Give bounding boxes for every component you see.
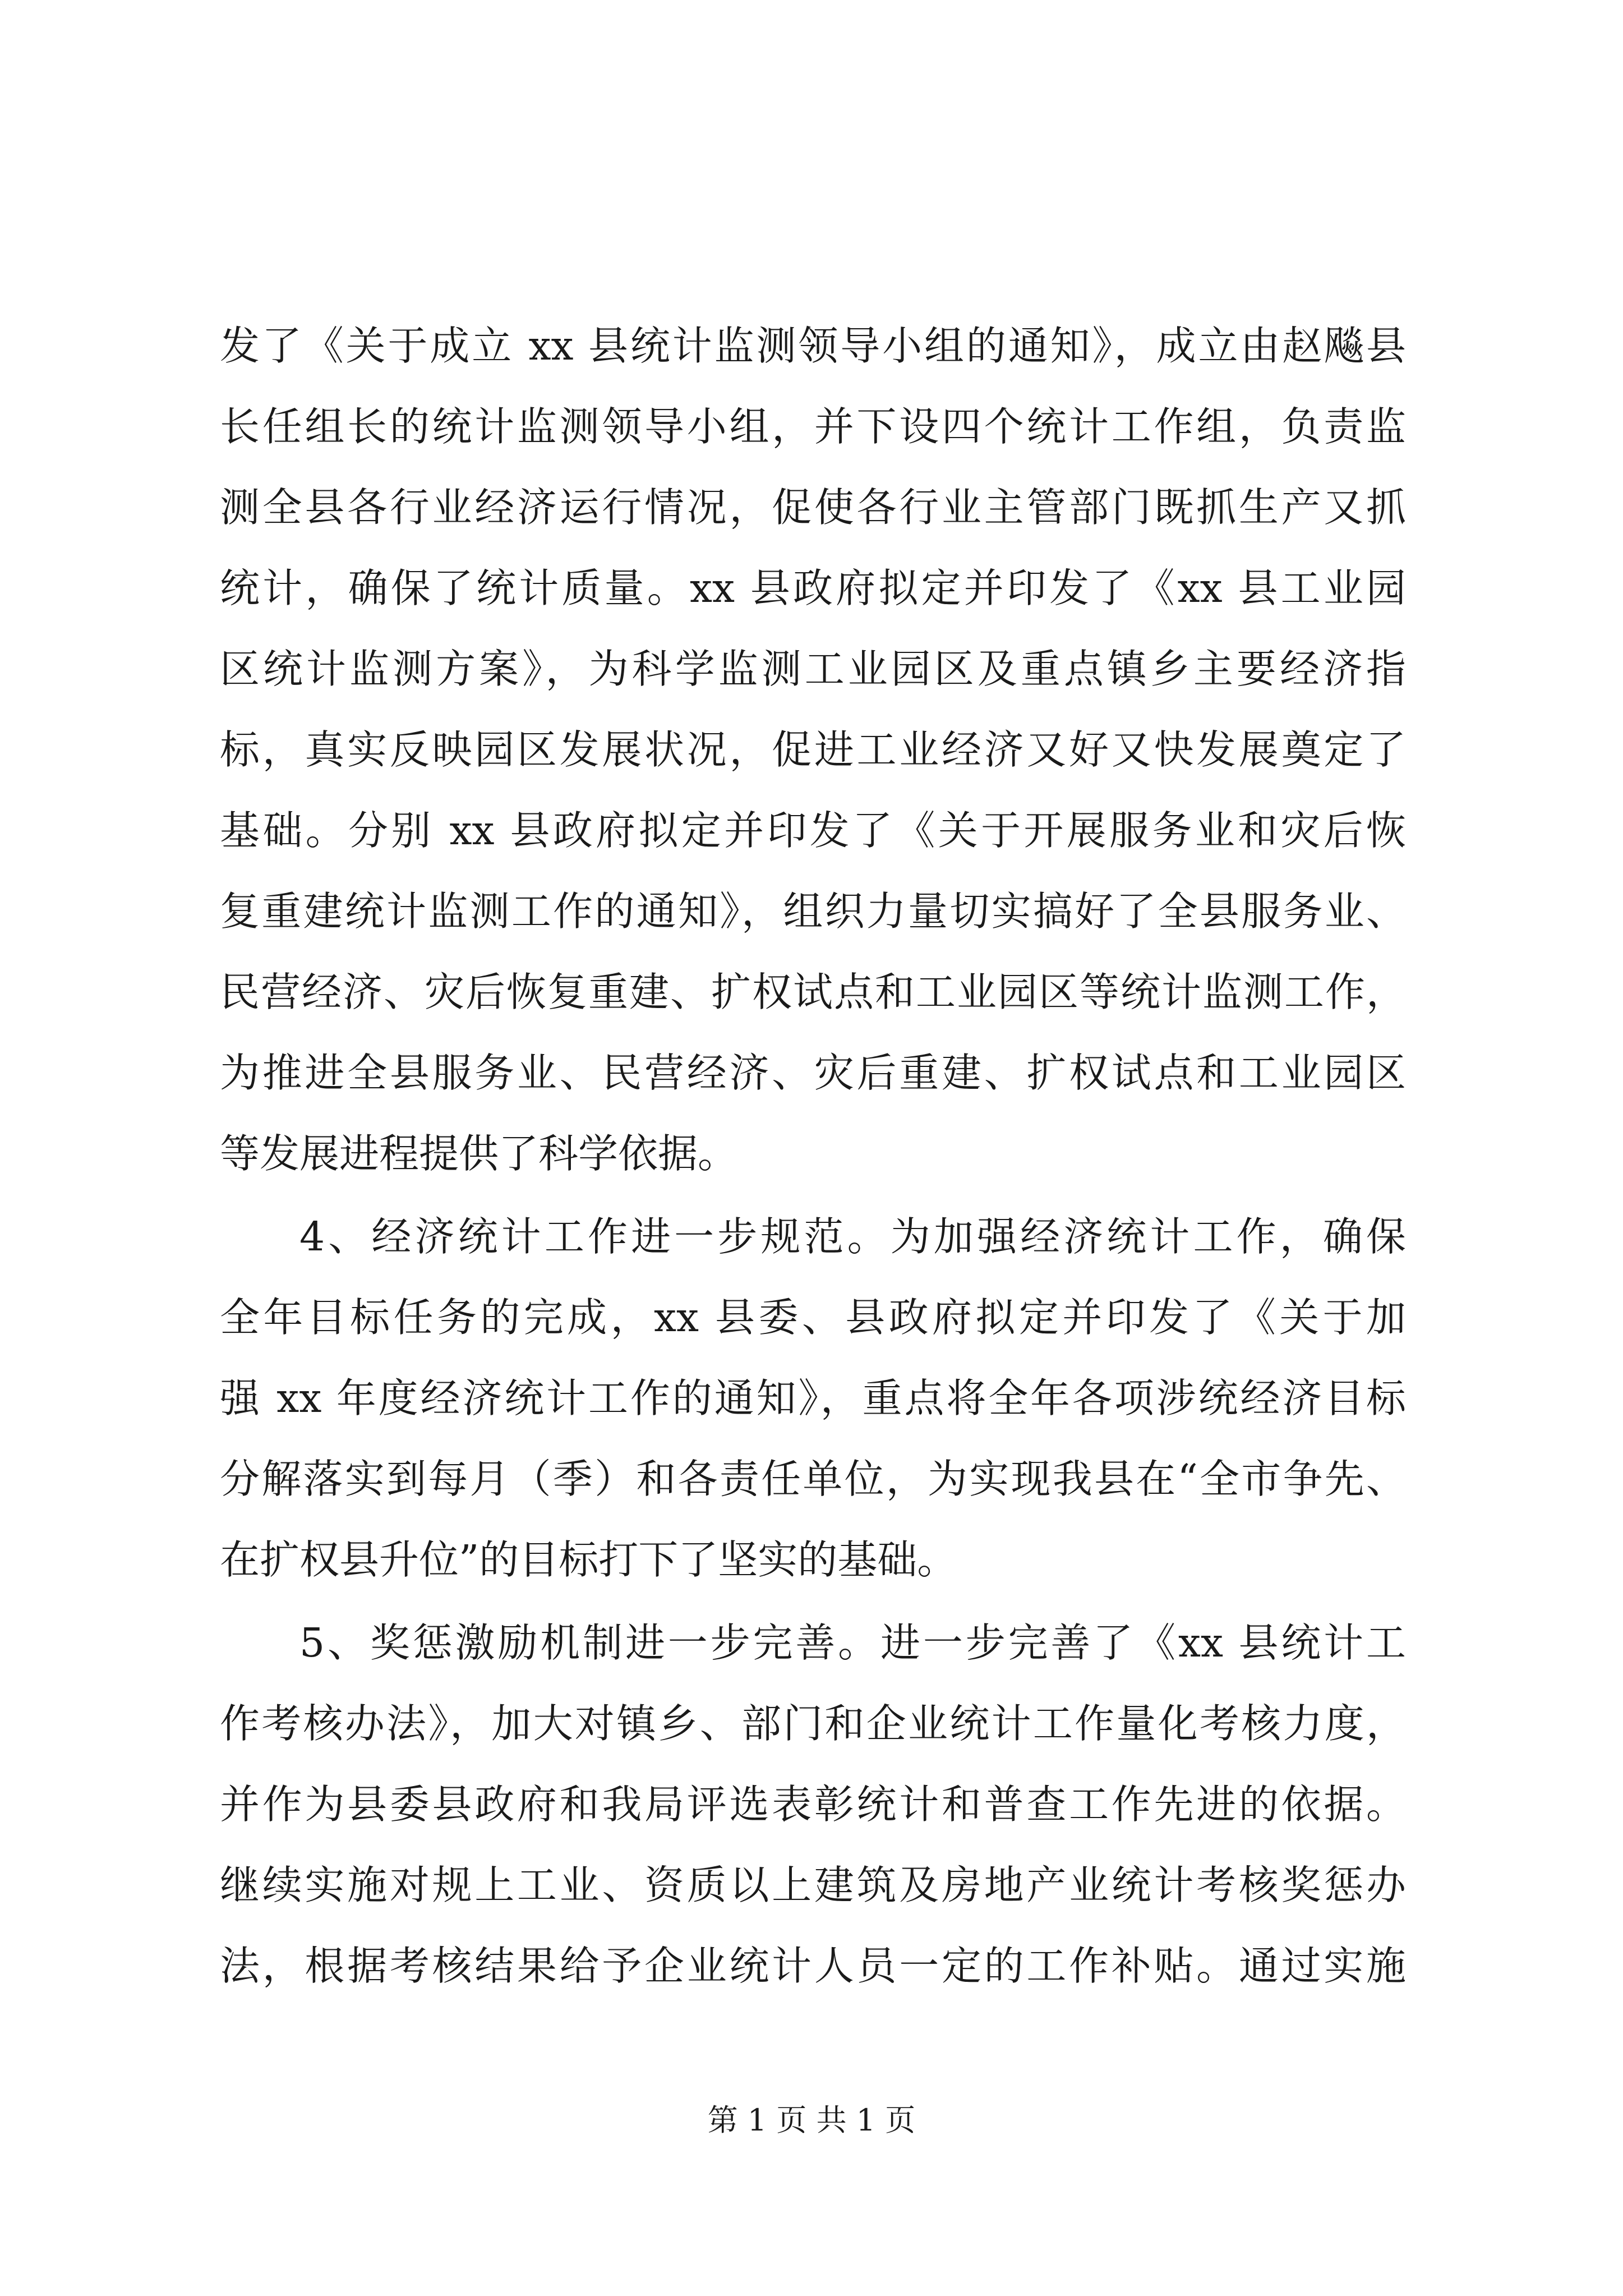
text-line: 在扩权县升位”的目标打下了坚实的基础。: [220, 1536, 957, 1583]
text-line: 分解落实到每月（季）和各责任单位，为实现我县在“全市争先、: [220, 1456, 1406, 1502]
text-line: 并作为县委县政府和我局评选表彰统计和普查工作先进的依据。: [220, 1781, 1406, 1828]
paragraph-1: [220, 306, 1406, 1194]
text-line: 区统计监测方案》，为科学监测工业园区及重点镇乡主要经济指: [220, 646, 1406, 692]
text-line: 民营经济、灾后恢复重建、扩权试点和工业园区等统计监测工作，: [220, 969, 1406, 1015]
text-line: 复重建统计监测工作的通知》，组织力量切实搞好了全县服务业、: [220, 888, 1406, 935]
text-line: 标，真实反映园区发展状况，促进工业经济又好又快发展奠定了: [220, 726, 1406, 773]
text-line: 法，根据考核结果给予企业统计人员一定的工作补贴。通过实施: [220, 1943, 1406, 1989]
text-line: 5、奖惩激励机制进一步完善。进一步完善了《xx 县统计工: [299, 1619, 1406, 1666]
text-line: 作考核办法》，加大对镇乡、部门和企业统计工作量化考核力度，: [220, 1700, 1406, 1747]
text-line: 强 xx 年度经济统计工作的通知》，重点将全年各项涉统经济目标: [220, 1375, 1406, 1421]
text-line: 测全县各行业经济运行情况，促使各行业主管部门既抓生产又抓: [220, 484, 1406, 531]
text-line: 长任组长的统计监测领导小组，并下设四个统计工作组，负责监: [220, 403, 1406, 450]
text-line: 4、经济统计工作进一步规范。为加强经济统计工作，确保: [299, 1213, 1406, 1260]
text-line: 全年目标任务的完成，xx 县委、县政府拟定并印发了《关于加: [220, 1294, 1406, 1341]
text-line: 发了《关于成立 xx 县统计监测领导小组的通知》，成立由赵飚县: [220, 323, 1406, 369]
text-line: 为推进全县服务业、民营经济、灾后重建、扩权试点和工业园区: [220, 1050, 1406, 1096]
paragraph-2: [220, 1197, 1406, 1600]
page-footer: 第 1 页 共 1 页: [707, 2102, 916, 2138]
text-line: 等发展进程提供了科学依据。: [220, 1130, 738, 1177]
paragraph-3: [220, 1603, 1406, 2007]
text-line: 继续实施对规上工业、资质以上建筑及房地产业统计考核奖惩办: [220, 1862, 1406, 1908]
text-line: 统计，确保了统计质量。xx 县政府拟定并印发了《xx 县工业园: [220, 565, 1406, 611]
text-line: 基础。分别 xx 县政府拟定并印发了《关于开展服务业和灾后恢: [220, 807, 1406, 854]
document-body: [220, 306, 1406, 2007]
